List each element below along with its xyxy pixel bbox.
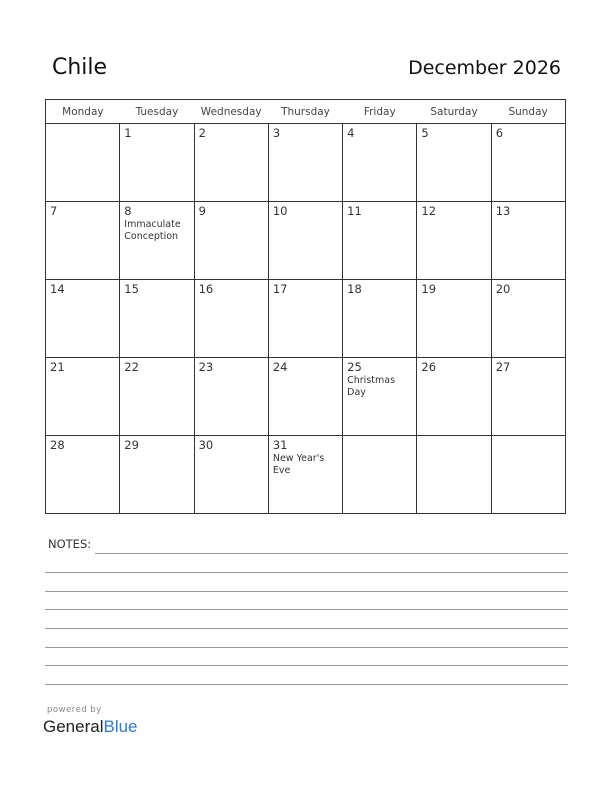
day-cell	[120, 280, 194, 358]
day-cell	[417, 358, 491, 436]
day-cell	[491, 436, 565, 514]
day-number: 15	[124, 282, 139, 296]
calendar-grid	[45, 99, 566, 514]
day-cell	[343, 202, 417, 280]
month-title: December 2026	[408, 57, 561, 79]
day-number: 14	[50, 282, 65, 296]
day-number: 30	[198, 438, 214, 452]
note-line	[45, 609, 568, 610]
generalblue-logo[interactable]	[43, 717, 138, 737]
day-cell	[194, 202, 268, 280]
day-cell	[194, 436, 268, 514]
day-cell	[491, 358, 565, 436]
day-cell	[46, 124, 120, 202]
weekday-header-row	[46, 100, 566, 124]
day-number: 29	[124, 438, 139, 452]
note-line	[45, 591, 568, 592]
day-number: 9	[198, 204, 206, 218]
day-number: 13	[495, 204, 511, 218]
weekday-header: Sunday	[491, 100, 565, 124]
day-cell	[194, 358, 268, 436]
notes-label: NOTES:	[48, 537, 92, 551]
day-number: 19	[421, 282, 437, 296]
weekday-header: Friday	[343, 100, 417, 124]
day-number: 4	[347, 126, 355, 140]
note-line	[95, 553, 568, 554]
day-number: 28	[50, 438, 65, 452]
day-number: 12	[421, 204, 437, 218]
day-cell	[417, 124, 491, 202]
country-title: Chile	[52, 55, 108, 80]
day-number: 26	[421, 360, 437, 374]
weekday-header: Wednesday	[194, 100, 268, 124]
day-number: 22	[124, 360, 139, 374]
day-cell	[194, 280, 268, 358]
day-number: 31	[272, 438, 288, 452]
day-cell	[46, 358, 120, 436]
holiday-label: New Year's Eve	[272, 453, 325, 476]
day-cell	[417, 280, 491, 358]
day-number: 18	[347, 282, 362, 296]
day-number: 8	[124, 204, 132, 218]
day-number: 17	[272, 282, 288, 296]
day-cell	[268, 436, 342, 514]
day-cell	[46, 436, 120, 514]
brand-general: General	[43, 717, 104, 736]
weekday-header: Monday	[46, 100, 120, 124]
week-row	[46, 124, 566, 202]
day-number: 25	[347, 360, 362, 374]
day-cell	[491, 202, 565, 280]
day-number: 21	[50, 360, 65, 374]
week-row	[46, 358, 566, 436]
note-line	[45, 572, 568, 573]
holiday-label: Christmas Day	[347, 375, 396, 398]
day-number: 3	[272, 126, 281, 140]
day-cell	[120, 202, 194, 280]
day-cell	[46, 280, 120, 358]
day-cell	[417, 436, 491, 514]
day-number: 20	[495, 282, 511, 296]
note-line	[45, 628, 568, 629]
note-line	[45, 665, 568, 666]
day-cell	[120, 436, 194, 514]
day-cell	[343, 358, 417, 436]
day-cell	[343, 124, 417, 202]
day-number: 24	[272, 360, 288, 374]
week-row	[46, 202, 566, 280]
day-number: 1	[124, 126, 132, 140]
day-number: 10	[272, 204, 288, 218]
powered-by-text: powered by	[47, 705, 102, 715]
day-cell	[343, 280, 417, 358]
day-cell	[46, 202, 120, 280]
day-cell	[268, 202, 342, 280]
day-cell	[120, 124, 194, 202]
note-line	[45, 684, 568, 685]
day-number: 5	[421, 126, 429, 140]
week-row	[46, 280, 566, 358]
day-number: 7	[50, 204, 58, 218]
day-number: 27	[495, 360, 511, 374]
weekday-header: Thursday	[268, 100, 342, 124]
weekday-header: Saturday	[417, 100, 491, 124]
day-number: 23	[198, 360, 214, 374]
day-cell	[417, 202, 491, 280]
day-number: 2	[198, 126, 206, 140]
day-number: 16	[198, 282, 214, 296]
day-cell	[268, 280, 342, 358]
note-line	[45, 647, 568, 648]
holiday-label: Immaculate Conception	[124, 219, 181, 242]
day-cell	[268, 358, 342, 436]
day-cell	[268, 124, 342, 202]
weekday-header: Tuesday	[120, 100, 194, 124]
day-cell	[491, 124, 565, 202]
brand-blue: Blue	[103, 717, 138, 736]
day-cell	[194, 124, 268, 202]
day-cell	[343, 436, 417, 514]
day-number: 11	[347, 204, 362, 218]
day-cell	[120, 358, 194, 436]
day-cell	[491, 280, 565, 358]
week-row	[46, 436, 566, 514]
day-number: 6	[495, 126, 504, 140]
